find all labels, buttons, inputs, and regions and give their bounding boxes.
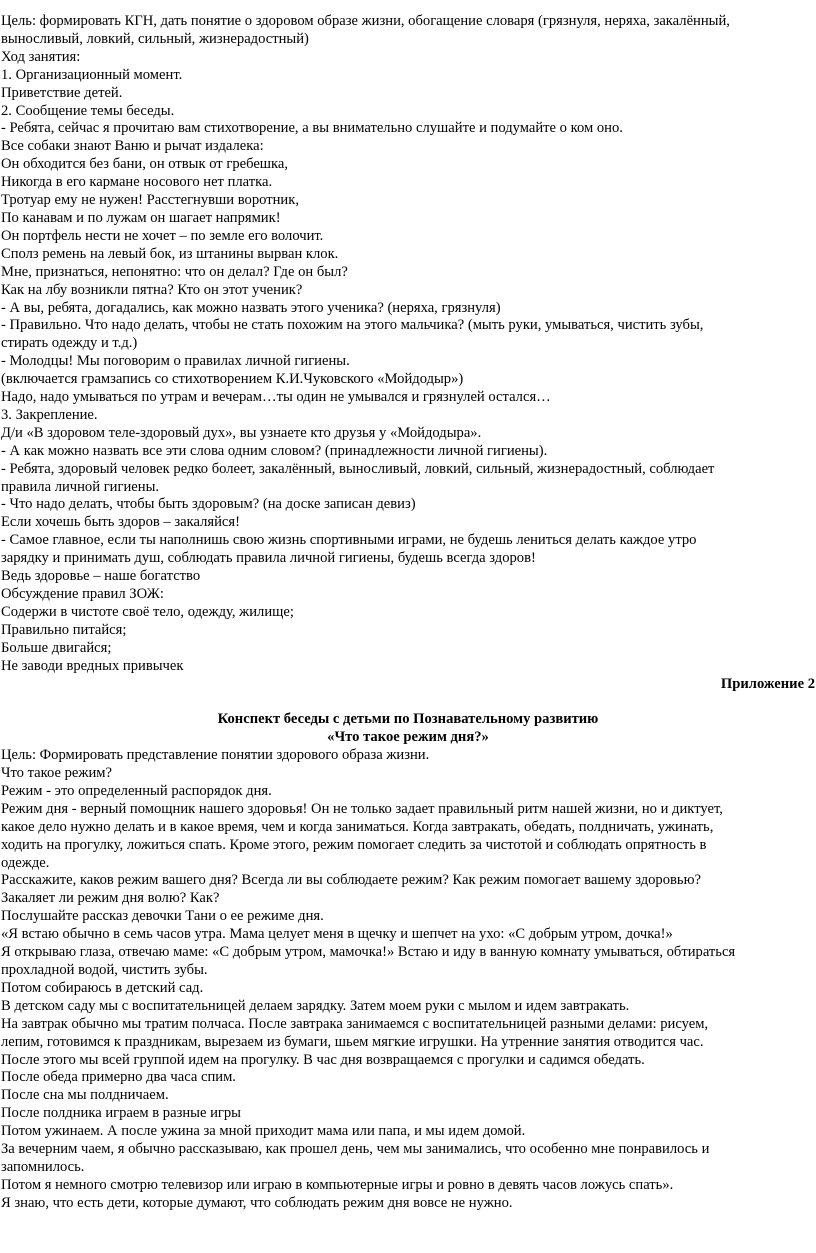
text-line: Я открываю глаза, отвечаю маме: «С добрым утром, мамочка!» Встаю и иду в ванную комнату умываться, обтираться — [1, 944, 736, 961]
text-line: Как на лбу возникли пятна? Кто он этот ученик? — [1, 281, 303, 298]
text-line: Все собаки знают Ваню и рычат издалека: — [1, 138, 264, 155]
text-line: Он обходится без бани, он отвык от гребешка, — [1, 156, 289, 173]
text-line: Закаляет ли режим дня волю? Как? — [1, 890, 220, 907]
text-line: За вечерним чаем, я обычно рассказываю, как прошел день, чем мы занимались, что особенно мне понравилось и — [1, 1141, 710, 1158]
text-line: Что такое режим? — [1, 765, 112, 782]
text-line: Расскажите, каков режим вашего дня? Всегда ли вы соблюдаете режим? Как режим помогает вашему здоровью? — [1, 872, 701, 889]
heading-title: Конспект беседы с детьми по Познавательному развитию — [217, 711, 599, 728]
text-line: В детском саду мы с воспитательницей делаем зарядку. Затем моем руки с мылом и идем завтракать. — [1, 997, 630, 1014]
text-line: Ход занятия: — [1, 48, 81, 65]
text-line: Тротуар ему не нужен! Расстегнувши воротник, — [1, 192, 299, 209]
text-line: - Самое главное, если ты наполнишь свою жизнь спортивными играми, не будешь лениться делать каждое утро — [1, 532, 697, 549]
lesson-plan-section — [1, 13, 815, 676]
text-line: Цель: формировать КГН, дать понятие о здоровом образе жизни, обогащение словаря (грязнуля, неряха, закалённый, — [1, 13, 730, 29]
text-line: запомнилось. — [1, 1158, 85, 1175]
text-line: Потом ужинаем. А после ужина за мной приходит мама или папа, и мы идем домой. — [1, 1123, 526, 1140]
text-line: 2. Сообщение темы беседы. — [1, 102, 175, 119]
text-line: (включается грамзапись со стихотворением К.И.Чуковского «Мойдодыр») — [1, 371, 464, 388]
text-line: Он портфель нести не хочет – по земле его волочит. — [1, 227, 324, 244]
text-line: После этого мы всей группой идем на прогулку. В час дня возвращаемся с прогулки и садимся обедать. — [1, 1051, 645, 1068]
text-line: По канавам и по лужам он шагает напрямик! — [1, 209, 281, 226]
text-line: правила личной гигиены. — [1, 478, 160, 495]
conversation-section — [1, 747, 815, 1213]
text-line: После обеда примерно два часа спим. — [1, 1069, 236, 1086]
text-line: Правильно питайся; — [1, 621, 127, 638]
text-line: Ведь здоровье – наше богатство — [1, 568, 201, 585]
text-line: 1. Организационный момент. — [1, 66, 183, 83]
text-line: стирать одежду и т.д.) — [1, 335, 138, 352]
text-line: - Что надо делать, чтобы быть здоровым? (на доске записан девиз) — [1, 496, 416, 513]
text-line: лепим, готовимся к праздникам, вырезаем из бумаги, шьем мягкие игрушки. На утренние занятия отводится час. — [1, 1033, 704, 1050]
text-line: Послушайте рассказ девочки Тани о ее режиме дня. — [1, 908, 324, 925]
text-line: Надо, надо умываться по утрам и вечерам…ты один не умывался и грязнулей остался… — [1, 389, 551, 406]
text-line: зарядку и принимать душ, соблюдать правила личной гигиены, будешь всегда здоров! — [1, 550, 536, 567]
text-line: Если хочешь быть здоров – закаляйся! — [1, 514, 240, 531]
text-line: Мне, признаться, непонятно: что он делал? Где он был? — [1, 263, 348, 280]
text-line: ходить на прогулку, ложиться спать. Кроме этого, режим помогает следить за чистотой и соблюдать опрятность в — [1, 836, 707, 853]
text-line: Д/и «В здоровом теле-здоровый дух», вы узнаете кто друзья у «Мойдодыра». — [1, 424, 482, 441]
text-line: Режим дня - верный помощник нашего здоровья! Он не только задает правильный ритм нашей жизни, но и диктует, — [1, 800, 723, 817]
text-line: прохладной водой, чистить зубы. — [1, 962, 208, 979]
text-line: После сна мы полдничаем. — [1, 1087, 169, 1104]
text-line: Обсуждение правил ЗОЖ: — [1, 586, 164, 602]
text-line: - Правильно. Что надо делать, чтобы не стать похожим на этого мальчика? (мыть руки, умываться, чистить зубы, — [1, 317, 704, 334]
text-line: одежде. — [1, 854, 50, 871]
text-line: Я знаю, что есть дети, которые думают, что соблюдать режим дня вовсе не нужно. — [1, 1194, 513, 1211]
document-page — [1, 13, 815, 1213]
text-line: - Ребята, сейчас я прочитаю вам стихотворение, а вы внимательно слушайте и подумайте о ком оно. — [1, 120, 623, 137]
text-line: 3. Закрепление. — [1, 406, 98, 423]
text-line: Цель: Формировать представление понятии здорового образа жизни. — [1, 747, 430, 764]
text-line: Потом собираюсь в детский сад. — [1, 979, 204, 996]
text-line: - Ребята, здоровый человек редко болеет, закалённый, выносливый, ловкий, сильный, жизнерадостный, соблюдает — [1, 460, 715, 477]
text-line: Сполз ремень на левый бок, из штанины вырван клок. — [1, 245, 339, 262]
text-line: - Молодцы! Мы поговорим о правилах личной гигиены. — [1, 353, 350, 370]
text-line: После полдника играем в разные игры — [1, 1105, 241, 1122]
text-line: - А вы, ребята, догадались, как можно назвать этого ученика? (неряха, грязнуля) — [1, 299, 501, 316]
text-line: Потом я немного смотрю телевизор или играю в компьютерные игры и ровно в девять часов ложусь спать». — [1, 1176, 674, 1193]
text-line: - А как можно назвать все эти слова одним словом? (принадлежности личной гигиены). — [1, 442, 548, 459]
text-line: какое дело нужно делать и в какое время, чем и когда заниматься. Когда завтракать, обедать, полдничать, ужинать, — [1, 818, 714, 835]
text-line: Содержи в чистоте своё тело, одежду, жилище; — [1, 603, 294, 620]
text-line: На завтрак обычно мы тратим полчаса. После завтрака занимаемся с воспитательницей разными делами: рисуем, — [1, 1015, 709, 1032]
text-line: Приветствие детей. — [1, 84, 123, 101]
heading-subtitle: «Что такое режим дня?» — [327, 729, 489, 746]
text-line: Не заводи вредных привычек — [1, 657, 184, 674]
blank-line — [1, 693, 815, 711]
text-line: выносливый, ловкий, сильный, жизнерадостный) — [1, 30, 309, 47]
appendix-label: Приложение 2 — [720, 675, 815, 692]
text-line: Режим - это определенный распорядок дня. — [1, 782, 272, 799]
text-line: Никогда в его кармане носового нет платка. — [1, 174, 273, 191]
text-line: Больше двигайся; — [1, 639, 112, 656]
text-line: «Я встаю обычно в семь часов утра. Мама целует меня в щечку и шепчет на ухо: «С добрым утром, дочка!» — [1, 926, 673, 943]
